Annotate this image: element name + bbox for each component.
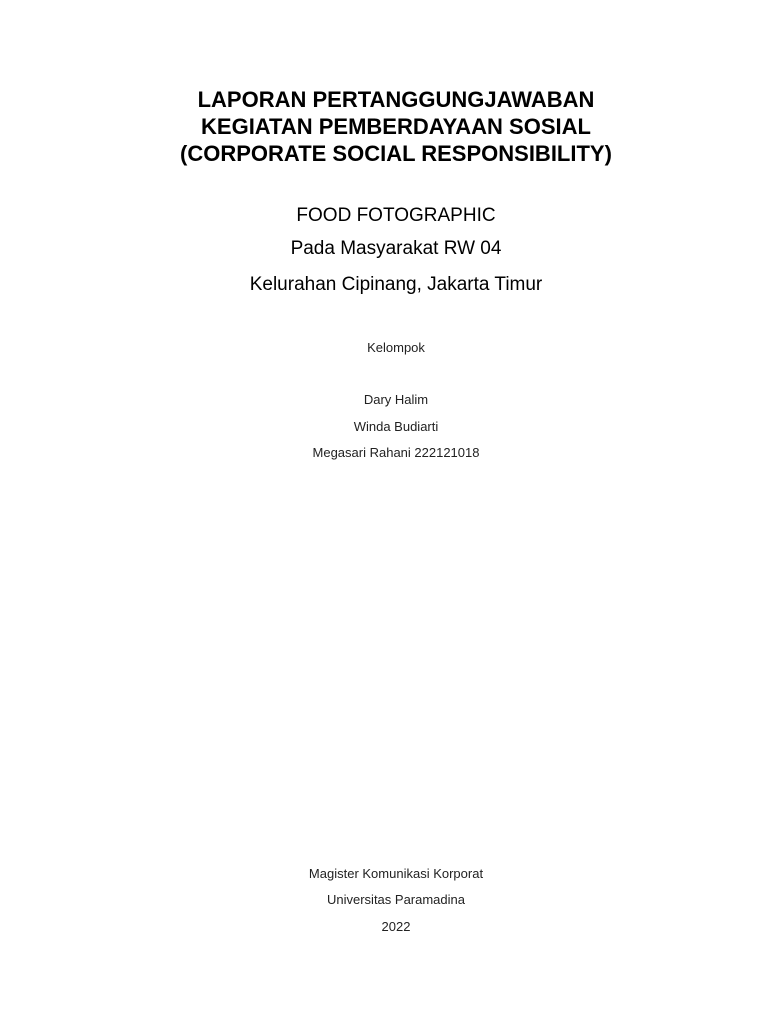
title-line-2: KEGIATAN PEMBERDAYAAN SOSIAL	[201, 114, 591, 139]
footer-year: 2022	[381, 919, 411, 934]
member-name: Megasari Rahani 222121018	[312, 445, 480, 460]
location-name: Kelurahan Cipinang, Jakarta Timur	[249, 274, 543, 295]
program-name: FOOD FOTOGRAPHIC	[296, 205, 496, 226]
footer-program: Magister Komunikasi Korporat	[308, 866, 484, 881]
member-name: Winda Budiarti	[353, 419, 439, 434]
title-line-3: (CORPORATE SOCIAL RESPONSIBILITY)	[180, 141, 612, 166]
footer-university: Universitas Paramadina	[326, 892, 465, 907]
title-line-1: LAPORAN PERTANGGUNGJAWABAN	[197, 87, 595, 112]
member-name: Dary Halim	[363, 392, 429, 407]
report-title	[12, 86, 768, 167]
group-label: Kelompok	[367, 340, 425, 355]
community-name: Pada Masyarakat RW 04	[290, 238, 502, 259]
